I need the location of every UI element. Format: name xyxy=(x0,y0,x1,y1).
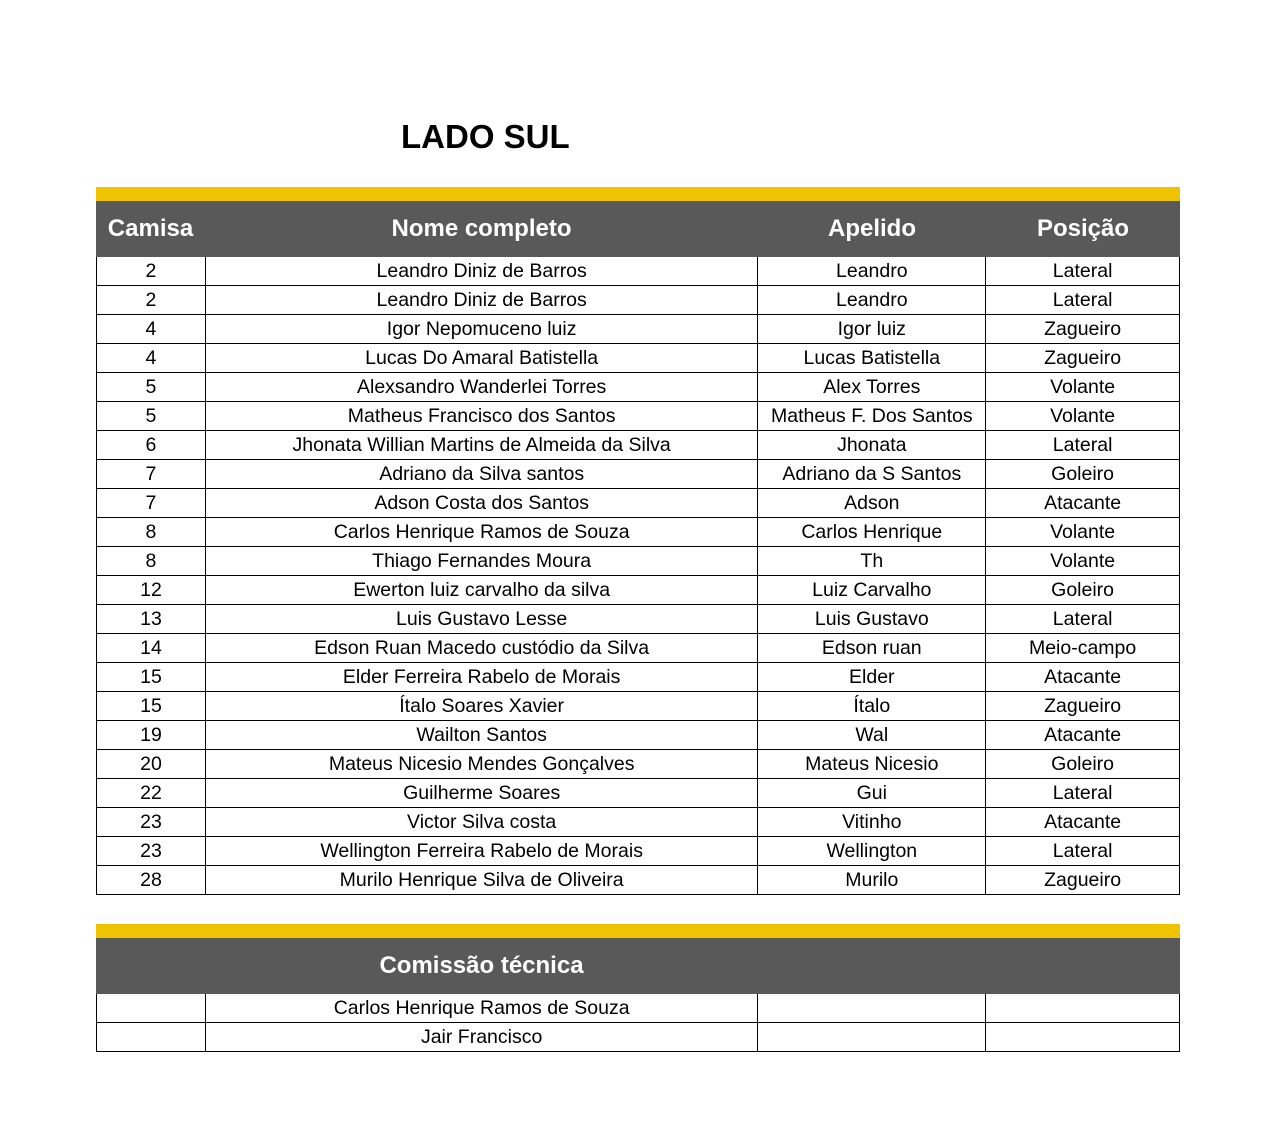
table-row xyxy=(97,605,1180,634)
cell-posicao: Volante xyxy=(986,373,1180,401)
staff-table xyxy=(96,924,1180,1052)
cell-apelido: Elder xyxy=(758,663,986,691)
cell-posicao: Zagueiro xyxy=(986,692,1180,720)
cell-apelido: Lucas Batistella xyxy=(758,344,986,372)
cell-apelido: Luiz Carvalho xyxy=(758,576,986,604)
cell-posicao: Goleiro xyxy=(986,460,1180,488)
cell-nome: Ewerton luiz carvalho da silva xyxy=(206,576,758,604)
header-comissao-tecnica: Comissão técnica xyxy=(379,952,584,979)
cell-nome: Guilherme Soares xyxy=(206,779,758,807)
cell-posicao: Goleiro xyxy=(986,576,1180,604)
table-row xyxy=(97,779,1180,808)
cell-camisa: 8 xyxy=(97,547,206,575)
table-accent-bar xyxy=(96,187,1180,201)
cell-nome: Murilo Henrique Silva de Oliveira xyxy=(206,866,758,894)
cell-nome: Carlos Henrique Ramos de Souza xyxy=(206,518,758,546)
cell-nome: Leandro Diniz de Barros xyxy=(206,257,758,285)
cell-nome: Adriano da Silva santos xyxy=(206,460,758,488)
cell-camisa: 7 xyxy=(97,460,206,488)
cell-camisa: 5 xyxy=(97,373,206,401)
table-row xyxy=(97,344,1180,373)
table-row xyxy=(97,994,1180,1023)
cell-apelido: Jhonata xyxy=(758,431,986,459)
cell-apelido: Wal xyxy=(758,721,986,749)
table-row xyxy=(97,721,1180,750)
cell-apelido xyxy=(758,994,986,1022)
cell-posicao: Lateral xyxy=(986,286,1180,314)
table-row xyxy=(97,866,1180,895)
cell-apelido: Igor luiz xyxy=(758,315,986,343)
cell-apelido: Leandro xyxy=(758,257,986,285)
cell-posicao xyxy=(986,1023,1180,1051)
table-row xyxy=(97,634,1180,663)
cell-camisa: 8 xyxy=(97,518,206,546)
table-row xyxy=(97,518,1180,547)
cell-camisa: 12 xyxy=(97,576,206,604)
cell-posicao: Lateral xyxy=(986,837,1180,865)
header-posicao: Posição xyxy=(1036,215,1130,242)
cell-camisa: 14 xyxy=(97,634,206,662)
cell-nome: Jair Francisco xyxy=(206,1023,758,1051)
cell-posicao: Zagueiro xyxy=(986,315,1180,343)
table-row xyxy=(97,663,1180,692)
cell-nome: Mateus Nicesio Mendes Gonçalves xyxy=(206,750,758,778)
header-nome-completo: Nome completo xyxy=(391,215,572,242)
cell-apelido: Mateus Nicesio xyxy=(758,750,986,778)
cell-nome: Ítalo Soares Xavier xyxy=(206,692,758,720)
cell-nome: Matheus Francisco dos Santos xyxy=(206,402,758,430)
cell-camisa: 5 xyxy=(97,402,206,430)
cell-apelido: Leandro xyxy=(758,286,986,314)
page-title: LADO SUL xyxy=(401,118,570,155)
cell-posicao: Atacante xyxy=(986,808,1180,836)
table-row xyxy=(97,576,1180,605)
cell-apelido: Carlos Henrique xyxy=(758,518,986,546)
cell-nome: Thiago Fernandes Moura xyxy=(206,547,758,575)
table-row xyxy=(97,373,1180,402)
cell-posicao: Atacante xyxy=(986,489,1180,517)
cell-apelido: Adson xyxy=(758,489,986,517)
cell-camisa: 28 xyxy=(97,866,206,894)
cell-apelido xyxy=(758,1023,986,1051)
cell-camisa: 2 xyxy=(97,257,206,285)
cell-apelido: Edson ruan xyxy=(758,634,986,662)
staff-table-header xyxy=(96,938,1180,994)
cell-posicao: Zagueiro xyxy=(986,344,1180,372)
cell-posicao: Zagueiro xyxy=(986,866,1180,894)
cell-apelido: Wellington xyxy=(758,837,986,865)
cell-posicao: Lateral xyxy=(986,605,1180,633)
cell-nome: Wellington Ferreira Rabelo de Morais xyxy=(206,837,758,865)
cell-posicao: Atacante xyxy=(986,721,1180,749)
header-camisa: Camisa xyxy=(107,215,194,242)
cell-camisa xyxy=(97,1023,206,1051)
table-row xyxy=(97,1023,1180,1052)
cell-nome: Alexsandro Wanderlei Torres xyxy=(206,373,758,401)
cell-nome: Wailton Santos xyxy=(206,721,758,749)
cell-apelido: Th xyxy=(758,547,986,575)
table-row xyxy=(97,286,1180,315)
cell-nome: Elder Ferreira Rabelo de Morais xyxy=(206,663,758,691)
cell-camisa: 15 xyxy=(97,692,206,720)
cell-camisa: 23 xyxy=(97,837,206,865)
cell-nome: Edson Ruan Macedo custódio da Silva xyxy=(206,634,758,662)
table-row xyxy=(97,837,1180,866)
cell-apelido: Alex Torres xyxy=(758,373,986,401)
cell-camisa: 23 xyxy=(97,808,206,836)
cell-camisa: 4 xyxy=(97,315,206,343)
cell-nome: Igor Nepomuceno luiz xyxy=(206,315,758,343)
table-row xyxy=(97,431,1180,460)
cell-apelido: Adriano da S Santos xyxy=(758,460,986,488)
players-table xyxy=(96,187,1180,895)
cell-camisa: 13 xyxy=(97,605,206,633)
cell-posicao: Volante xyxy=(986,402,1180,430)
players-table-header xyxy=(96,201,1180,257)
cell-camisa: 6 xyxy=(97,431,206,459)
cell-nome: Leandro Diniz de Barros xyxy=(206,286,758,314)
header-apelido: Apelido xyxy=(828,215,916,242)
table-row xyxy=(97,257,1180,286)
cell-camisa: 2 xyxy=(97,286,206,314)
cell-camisa: 7 xyxy=(97,489,206,517)
cell-nome: Lucas Do Amaral Batistella xyxy=(206,344,758,372)
cell-nome: Victor Silva costa xyxy=(206,808,758,836)
cell-apelido: Vitinho xyxy=(758,808,986,836)
cell-posicao: Meio-campo xyxy=(986,634,1180,662)
table-row xyxy=(97,460,1180,489)
cell-apelido: Murilo xyxy=(758,866,986,894)
cell-posicao: Lateral xyxy=(986,779,1180,807)
cell-posicao: Volante xyxy=(986,518,1180,546)
cell-posicao: Lateral xyxy=(986,431,1180,459)
staff-table-body xyxy=(96,994,1180,1052)
cell-camisa: 15 xyxy=(97,663,206,691)
cell-apelido: Luis Gustavo xyxy=(758,605,986,633)
cell-posicao: Goleiro xyxy=(986,750,1180,778)
cell-camisa: 19 xyxy=(97,721,206,749)
table-accent-bar xyxy=(96,924,1180,938)
cell-posicao: Lateral xyxy=(986,257,1180,285)
table-row xyxy=(97,750,1180,779)
cell-apelido: Gui xyxy=(758,779,986,807)
table-row xyxy=(97,315,1180,344)
cell-camisa: 4 xyxy=(97,344,206,372)
cell-nome: Jhonata Willian Martins de Almeida da Silva xyxy=(206,431,758,459)
cell-camisa: 22 xyxy=(97,779,206,807)
cell-camisa: 20 xyxy=(97,750,206,778)
table-row xyxy=(97,489,1180,518)
cell-posicao xyxy=(986,994,1180,1022)
cell-nome: Luis Gustavo Lesse xyxy=(206,605,758,633)
cell-posicao: Atacante xyxy=(986,663,1180,691)
table-row xyxy=(97,692,1180,721)
cell-apelido: Ítalo xyxy=(758,692,986,720)
players-table-body xyxy=(96,257,1180,895)
table-row xyxy=(97,402,1180,431)
cell-apelido: Matheus F. Dos Santos xyxy=(758,402,986,430)
cell-nome: Adson Costa dos Santos xyxy=(206,489,758,517)
cell-posicao: Volante xyxy=(986,547,1180,575)
table-row xyxy=(97,808,1180,837)
cell-nome: Carlos Henrique Ramos de Souza xyxy=(206,994,758,1022)
cell-camisa xyxy=(97,994,206,1022)
table-row xyxy=(97,547,1180,576)
